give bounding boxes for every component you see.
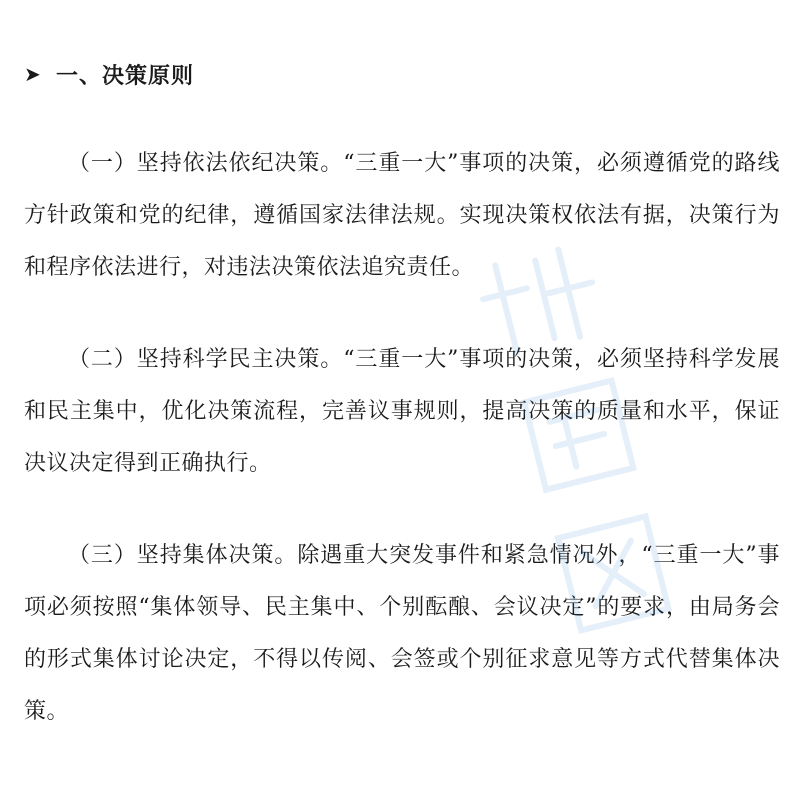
section-heading <box>24 56 194 92</box>
section-heading-text: 一、决策原则 <box>56 63 195 89</box>
arrowhead-right-icon: ➤ <box>24 62 42 86</box>
paragraph-principle-2: （二）坚持科学民主决策。“三重一大”事项的决策，必须坚持科学发展和民主集中，优化决策流程，完善议事规则，提高决策的质量和水平，保证决议决定得到正确执行。 <box>24 347 780 476</box>
paragraph-principle-3: （三）坚持集体决策。除遇重大突发事件和紧急情况外，“三重一大”事项必须按照“集体领导、民主集中、个别酝酿、会议决定”的要求，由局务会的形式集体讨论决定，不得以传阅、会签或个别征求意见等方式代替集体决策。 <box>24 543 780 724</box>
paragraph-principle-1: （一）坚持依法依纪决策。“三重一大”事项的决策，必须遵循党的路线方针政策和党的纪律，遵循国家法律法规。实现决策权依法有据，决策行为和程序依法进行，对违法决策依法追究责任。 <box>24 151 780 280</box>
